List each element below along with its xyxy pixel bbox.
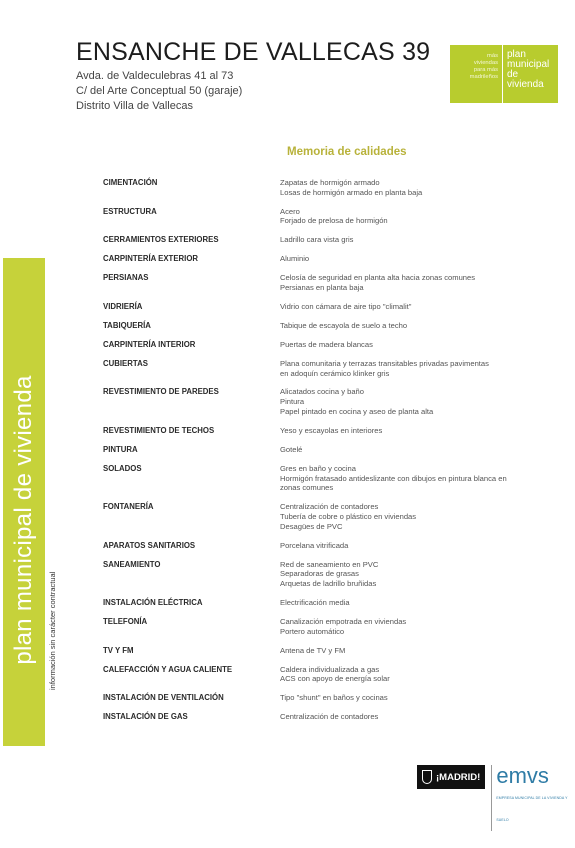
spec-label: CUBIERTAS xyxy=(103,358,148,368)
spec-values xyxy=(280,235,353,245)
spec-values xyxy=(280,665,390,685)
spec-value: Tabique de escayola de suelo a techo xyxy=(280,320,408,330)
spec-label: REVESTIMIENTO DE PAREDES xyxy=(103,387,219,397)
logo-name-line: de xyxy=(507,69,519,80)
sidebar-vertical-text: plan municipal de vivienda xyxy=(10,375,37,665)
spec-value: Caldera individualizada a gas xyxy=(280,664,380,674)
madrid-logo-text: ¡MADRID! xyxy=(436,771,481,783)
spec-label: INSTALACIÓN ELÉCTRICA xyxy=(103,597,203,607)
spec-row xyxy=(103,302,543,312)
section-title: Memoria de calidades xyxy=(287,146,407,158)
spec-value: Canalización empotrada en viviendas xyxy=(280,616,407,626)
spec-value: Hormigón fratasado antideslizante con dibujos en pintura blanca en xyxy=(280,473,507,483)
spec-row xyxy=(103,178,543,198)
spec-value: Losas de hormigón armado en planta baja xyxy=(280,187,423,197)
spec-value: Antena de TV y FM xyxy=(280,645,346,655)
spec-value: Red de saneamiento en PVC xyxy=(280,559,379,569)
spec-values xyxy=(280,646,345,656)
spec-value: Yeso y escayolas en interiores xyxy=(280,425,383,435)
page-title: ENSANCHE DE VALLECAS 39 xyxy=(76,38,431,66)
spec-value: Arquetas de ladrillo bruñidas xyxy=(280,579,377,589)
address-block xyxy=(76,69,242,114)
logo-tagline xyxy=(450,45,502,103)
address-line: Avda. de Valdeculebras 41 al 73 xyxy=(76,70,234,82)
spec-value: Gres en baño y cocina xyxy=(280,463,356,473)
specs-list xyxy=(103,178,543,731)
spec-row xyxy=(103,235,543,245)
spec-values xyxy=(280,254,309,264)
spec-value: Acero xyxy=(280,206,300,216)
spec-value: Vidrio con cámara de aire tipo "climalit" xyxy=(280,301,412,311)
logo-name-line: plan xyxy=(507,49,526,60)
spec-value: ACS con apoyo de energía solar xyxy=(280,674,390,684)
spec-label: CIMENTACIÓN xyxy=(103,178,158,187)
spec-value: zonas comunes xyxy=(280,483,334,493)
spec-row xyxy=(103,254,543,264)
spec-value: Gotelé xyxy=(280,444,303,454)
emvs-logo-text: emvs xyxy=(496,763,549,788)
logo-name-line: municipal xyxy=(507,59,550,70)
spec-row xyxy=(103,560,543,589)
spec-value: Electrificación media xyxy=(280,597,350,607)
logo-name-line: vivienda xyxy=(507,79,544,90)
logo-name xyxy=(502,45,549,103)
spec-values xyxy=(280,426,382,436)
spec-row xyxy=(103,693,543,703)
spec-values xyxy=(280,464,507,493)
spec-values xyxy=(280,502,416,531)
spec-value: Tubería de cobre o plástico en viviendas xyxy=(280,511,417,521)
spec-value: Desagües de PVC xyxy=(280,521,343,531)
spec-values xyxy=(280,340,373,350)
spec-row xyxy=(103,321,543,331)
spec-value: Alicatados cocina y baño xyxy=(280,387,365,397)
spec-label: SOLADOS xyxy=(103,463,142,473)
spec-values xyxy=(280,302,411,312)
spec-value: Zapatas de hormigón armado xyxy=(280,178,380,187)
spec-value: Celosía de seguridad en planta alta hacia zonas comunes xyxy=(280,273,476,283)
spec-label: CALEFACCIÓN Y AGUA CALIENTE xyxy=(103,664,233,674)
spec-values xyxy=(280,273,475,293)
address-line: C/ del Arte Conceptual 50 (garaje) xyxy=(76,85,243,97)
spec-values xyxy=(280,178,422,198)
spec-values xyxy=(280,321,407,331)
spec-value: Plana comunitaria y terrazas transitables privadas pavimentas xyxy=(280,358,489,368)
spec-value: en adoquín cerámico klinker gris xyxy=(280,368,390,378)
spec-row xyxy=(103,359,543,379)
spec-value: Porcelana vitrificada xyxy=(280,540,349,550)
spec-label: VIDRIERÍA xyxy=(103,301,143,311)
spec-label: TABIQUERÍA xyxy=(103,320,151,330)
spec-label: ESTRUCTURA xyxy=(103,206,157,216)
address-line: Distrito Villa de Vallecas xyxy=(76,100,193,112)
spec-label: TELEFONÍA xyxy=(103,616,148,626)
logo-tagline-line: viviendas xyxy=(473,60,498,66)
spec-value: Ladrillo cara vista gris xyxy=(280,235,354,245)
spec-values xyxy=(280,541,348,551)
spec-value: Centralización de contadores xyxy=(280,712,379,722)
spec-value: Separadoras de grasas xyxy=(280,569,359,579)
spec-values xyxy=(280,712,378,722)
spec-row xyxy=(103,617,543,637)
spec-row xyxy=(103,445,543,455)
spec-row xyxy=(103,646,543,656)
spec-values xyxy=(280,387,433,416)
logo-tagline-line: más xyxy=(487,53,498,59)
emvs-logo xyxy=(491,765,575,831)
spec-label: INSTALACIÓN DE VENTILACIÓN xyxy=(103,693,224,703)
spec-values xyxy=(280,207,388,227)
spec-value: Puertas de madera blancas xyxy=(280,339,373,349)
spec-row xyxy=(103,340,543,350)
spec-label: CARPINTERÍA INTERIOR xyxy=(103,339,196,349)
spec-label: PERSIANAS xyxy=(103,273,149,283)
spec-value: Centralización de contadores xyxy=(280,502,379,512)
spec-label: REVESTIMIENTO DE TECHOS xyxy=(103,425,215,435)
spec-value: Tipo "shunt" en baños y cocinas xyxy=(280,693,388,703)
spec-value: Forjado de prelosa de hormigón xyxy=(280,216,388,226)
spec-row xyxy=(103,502,543,531)
footer-logos xyxy=(417,765,575,831)
spec-values xyxy=(280,617,406,637)
spec-label: FONTANERÍA xyxy=(103,502,154,512)
spec-row xyxy=(103,665,543,685)
spec-row xyxy=(103,541,543,551)
spec-values xyxy=(280,359,489,379)
madrid-logo xyxy=(417,765,485,789)
spec-label: CERRAMIENTOS EXTERIORES xyxy=(103,235,219,245)
spec-row xyxy=(103,598,543,608)
disclaimer-note: información sin carácter contractual xyxy=(48,571,57,690)
madrid-shield-icon xyxy=(422,770,432,784)
spec-label: PINTURA xyxy=(103,444,138,454)
logo-tagline-line: madrileños xyxy=(469,74,498,80)
spec-values xyxy=(280,560,378,589)
spec-label: APARATOS SANITARIOS xyxy=(103,540,196,550)
emvs-logo-subtitle: EMPRESA MUNICIPAL DE LA VIVIENDA Y SUELO xyxy=(496,796,568,822)
spec-value: Pintura xyxy=(280,397,305,407)
spec-row xyxy=(103,273,543,293)
spec-value: Aluminio xyxy=(280,254,310,264)
spec-value: Persianas en planta baja xyxy=(280,282,364,292)
spec-row xyxy=(103,426,543,436)
spec-label: CARPINTERÍA EXTERIOR xyxy=(103,254,199,264)
spec-values xyxy=(280,598,350,608)
plan-municipal-logo xyxy=(450,45,558,103)
spec-row xyxy=(103,712,543,722)
spec-values xyxy=(280,693,388,703)
spec-label: SANEAMIENTO xyxy=(103,559,161,569)
logo-tagline-line: para más xyxy=(473,67,498,73)
spec-value: Papel pintado en cocina y aseo de planta alta xyxy=(280,406,434,416)
spec-row xyxy=(103,464,543,493)
spec-row xyxy=(103,387,543,416)
spec-value: Portero automático xyxy=(280,626,345,636)
spec-values xyxy=(280,445,302,455)
spec-row xyxy=(103,207,543,227)
spec-label: TV Y FM xyxy=(103,645,134,655)
spec-label: INSTALACIÓN DE GAS xyxy=(103,712,188,722)
